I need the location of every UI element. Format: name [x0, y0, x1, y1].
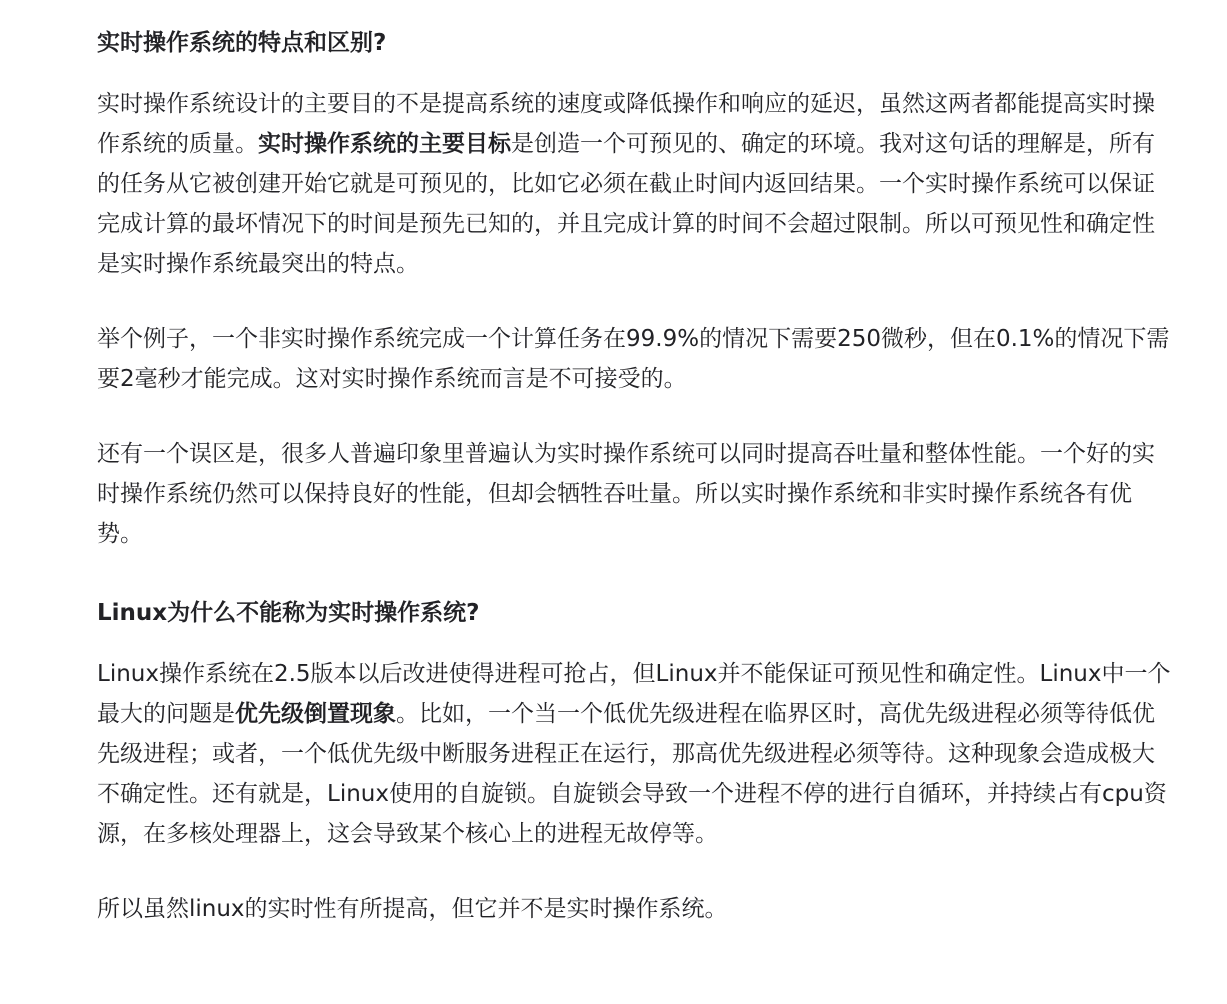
- article-body: [97, 19, 1177, 964]
- paragraph-text: 是创造一个可预见的、确定的环境。我对这句话的理解是，所有的任务从它被创建开始它就是可预见的，比如它必须在截止时间内返回结果。一个实时操作系统可以保证完成计算的最坏情况下的时间是预先已知的，并且完成计算的时间不会超过限制。所以可预见性和确定性是实时操作系统最突出的特点。: [97, 131, 1155, 277]
- paragraph-text: 实时操作系统设计的主要目的不是提高系统的速度或降低操作和响应的延迟，虽然这两者都能提高实时操作系统的质量。: [97, 91, 1155, 157]
- paragraph-example: 举个例子，一个非实时操作系统完成一个计算任务在99.9%的情况下需要250微秒，但在0.1%的情况下需要2毫秒才能完成。这对实时操作系统而言是不可接受的。: [97, 326, 1170, 392]
- section-heading-rtos-features: 实时操作系统的特点和区别?: [97, 30, 387, 56]
- bold-text-priority-inversion: 优先级倒置现象: [235, 701, 396, 727]
- paragraph-misconception: 还有一个误区是，很多人普遍印象里普遍认为实时操作系统可以同时提高吞吐量和整体性能。一个好的实时操作系统仍然可以保持良好的性能，但却会牺牲吞吐量。所以实时操作系统和非实时操作系统各有优势。: [97, 441, 1155, 547]
- section-heading-linux-not-rtos: Linux为什么不能称为实时操作系统?: [97, 600, 480, 626]
- paragraph-text: Linux操作系统在2.5版本以后改进使得进程可抢占，但Linux并不能保证可预见性和确定性。Linux中一个最大的问题是: [97, 661, 1171, 727]
- paragraph-conclusion: 所以虽然linux的实时性有所提高，但它并不是实时操作系统。: [97, 896, 728, 922]
- paragraph-rtos-goal: [97, 84, 1177, 284]
- paragraph-text: 。比如，一个当一个低优先级进程在临界区时，高优先级进程必须等待低优先级进程；或者，一个低优先级中断服务进程正在运行，那高优先级进程必须等待。这种现象会造成极大不确定性。还有就是，Linux使用的自旋锁。自旋锁会导致一个进程不停的进行自循环，并持续占有cpu资源，在多核处理器上，这会导致某个核心上的进程无故停等。: [97, 701, 1167, 847]
- bold-text-rtos-goal: 实时操作系统的主要目标: [258, 131, 511, 157]
- paragraph-linux-issues: [97, 654, 1177, 854]
